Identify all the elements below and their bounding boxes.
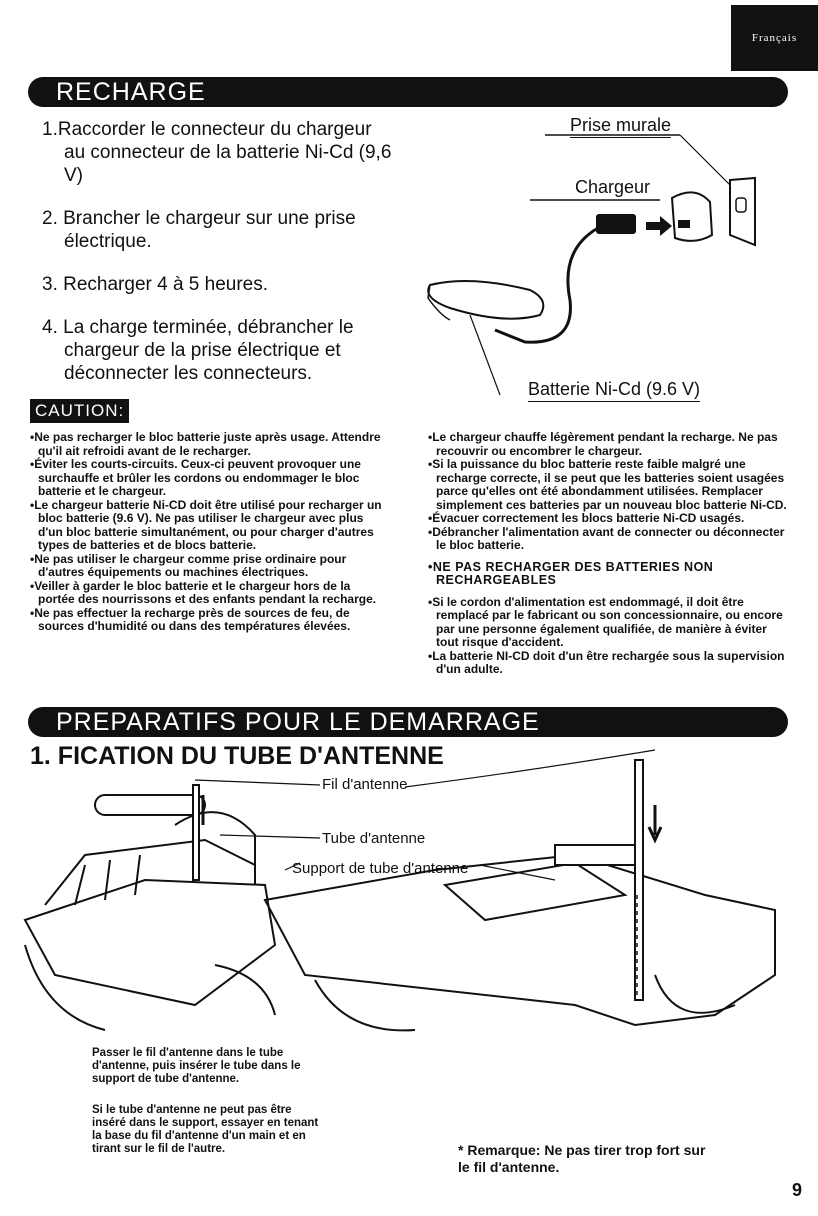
outlet-label: Prise murale — [570, 115, 671, 138]
step-1: 1.Raccorder le connecteur du chargeur au connecteur de la batterie Ni-Cd (9,6 V) — [42, 119, 392, 186]
recharge-steps — [42, 118, 392, 405]
caution-item: •Ne pas utiliser le chargeur comme prise ordinaire pour d'autres équipements ou machines électriques. — [30, 551, 347, 579]
step-2: 2. Brancher le chargeur sur une prise électrique. — [42, 208, 356, 252]
connector-icon — [596, 214, 636, 234]
caution-item: •Ne pas effectuer la recharge près de sources de feu, de sources d'humidité ou dans des températures élevées. — [30, 605, 351, 633]
section-title: 1. FICATION DU TUBE D'ANTENNE — [30, 742, 444, 770]
instruction-1: Passer le fil d'antenne dans le tube d'antenne, puis insérer le tube dans le support de tube d'antenne. — [92, 1047, 301, 1085]
caution-item: •Veiller à garder le bloc batterie et le chargeur hors de la portée des nourrissons et des enfants pendant la recharge. — [30, 578, 377, 606]
charger-label: Chargeur — [575, 177, 651, 197]
caution-right-list — [428, 431, 788, 677]
caution-item: •Le chargeur chauffe légèrement pendant la recharge. Ne pas recouvrir ou encombrer le chargeur. — [428, 430, 778, 458]
caution-item: •Évacuer correctement les blocs batterie Ni-CD usagés. — [428, 511, 745, 525]
caution-left-list — [30, 431, 385, 634]
truck-right-icon — [265, 760, 775, 1030]
charger-diagram — [410, 110, 790, 410]
caution-item: •Le chargeur batterie Ni-CD doit être utilisé pour recharger un bloc batterie (9.6 V). Ne pas utiliser le chargeur avec plus d'un bloc batterie simultanément, ou pour charger d'autres types de batteries et de blocs batterie. — [30, 497, 382, 552]
battery-icon — [428, 281, 543, 320]
caution-warning: •NE PAS RECHARGER DES BATTERIES NON RECHARGEABLES — [428, 559, 714, 587]
step-4: 4. La charge terminée, débrancher le chargeur de la prise électrique et déconnecter les connecteurs. — [42, 317, 354, 384]
caution-item: •Débrancher l'alimentation avant de connecter ou déconnecter le bloc batterie. — [428, 524, 785, 552]
jeep-left-icon — [25, 785, 275, 1030]
outlet-icon — [730, 178, 755, 245]
language-tab: Français — [731, 5, 818, 71]
callout-antenna-support: Support de tube d'antenne — [292, 860, 469, 877]
charger-icon — [672, 192, 712, 241]
caution-item: •Si la puissance du bloc batterie reste faible malgré une recharge correcte, il se peut que les batteries soient usagées parce qu'elles ont été abondamment utilisées. Remplacer simplement ces batteries par un nouveau bloc batterie Ni-CD. — [428, 457, 787, 512]
caution-item: •Éviter les courts-circuits. Ceux-ci peuvent provoquer une surchauffe et brûler les cordons ou endommager le bloc batterie et le chargeur. — [30, 457, 361, 498]
caution-item: •Ne pas recharger le bloc batterie juste après usage. Attendre qu'il ait refroidi avant de le recharger. — [30, 430, 381, 458]
callout-antenna-wire: Fil d'antenne — [322, 776, 408, 793]
remark-note: * Remarque: Ne pas tirer trop fort sur le fil d'antenne. — [458, 1142, 706, 1175]
vehicle-illustration — [15, 745, 805, 1045]
step-3: 3. Recharger 4 à 5 heures. — [42, 274, 269, 295]
preparation-banner: PREPARATIFS POUR LE DEMARRAGE — [28, 707, 788, 737]
caution-item: •La batterie NI-CD doit d'un être rechargée sous la supervision d'un adulte. — [428, 648, 785, 676]
caution-item: •Si le cordon d'alimentation est endommagé, il doit être remplacé par le fabricant ou son concessionnaire, ou encore par une personne également qualifiée, de manière à éviter tout risque d'accident. — [428, 594, 783, 649]
callout-antenna-tube: Tube d'antenne — [322, 830, 426, 847]
battery-label: Batterie Ni-Cd (9.6 V) — [528, 379, 700, 402]
recharge-banner: RECHARGE — [28, 77, 788, 107]
instruction-2: Si le tube d'antenne ne peut pas être inséré dans le support, essayer en tenant la base du fil d'antenne d'un main et en tirant sur le fil de l'autre. — [92, 1104, 319, 1155]
caution-title: CAUTION: — [30, 399, 129, 423]
page-number: 9 — [792, 1180, 803, 1200]
